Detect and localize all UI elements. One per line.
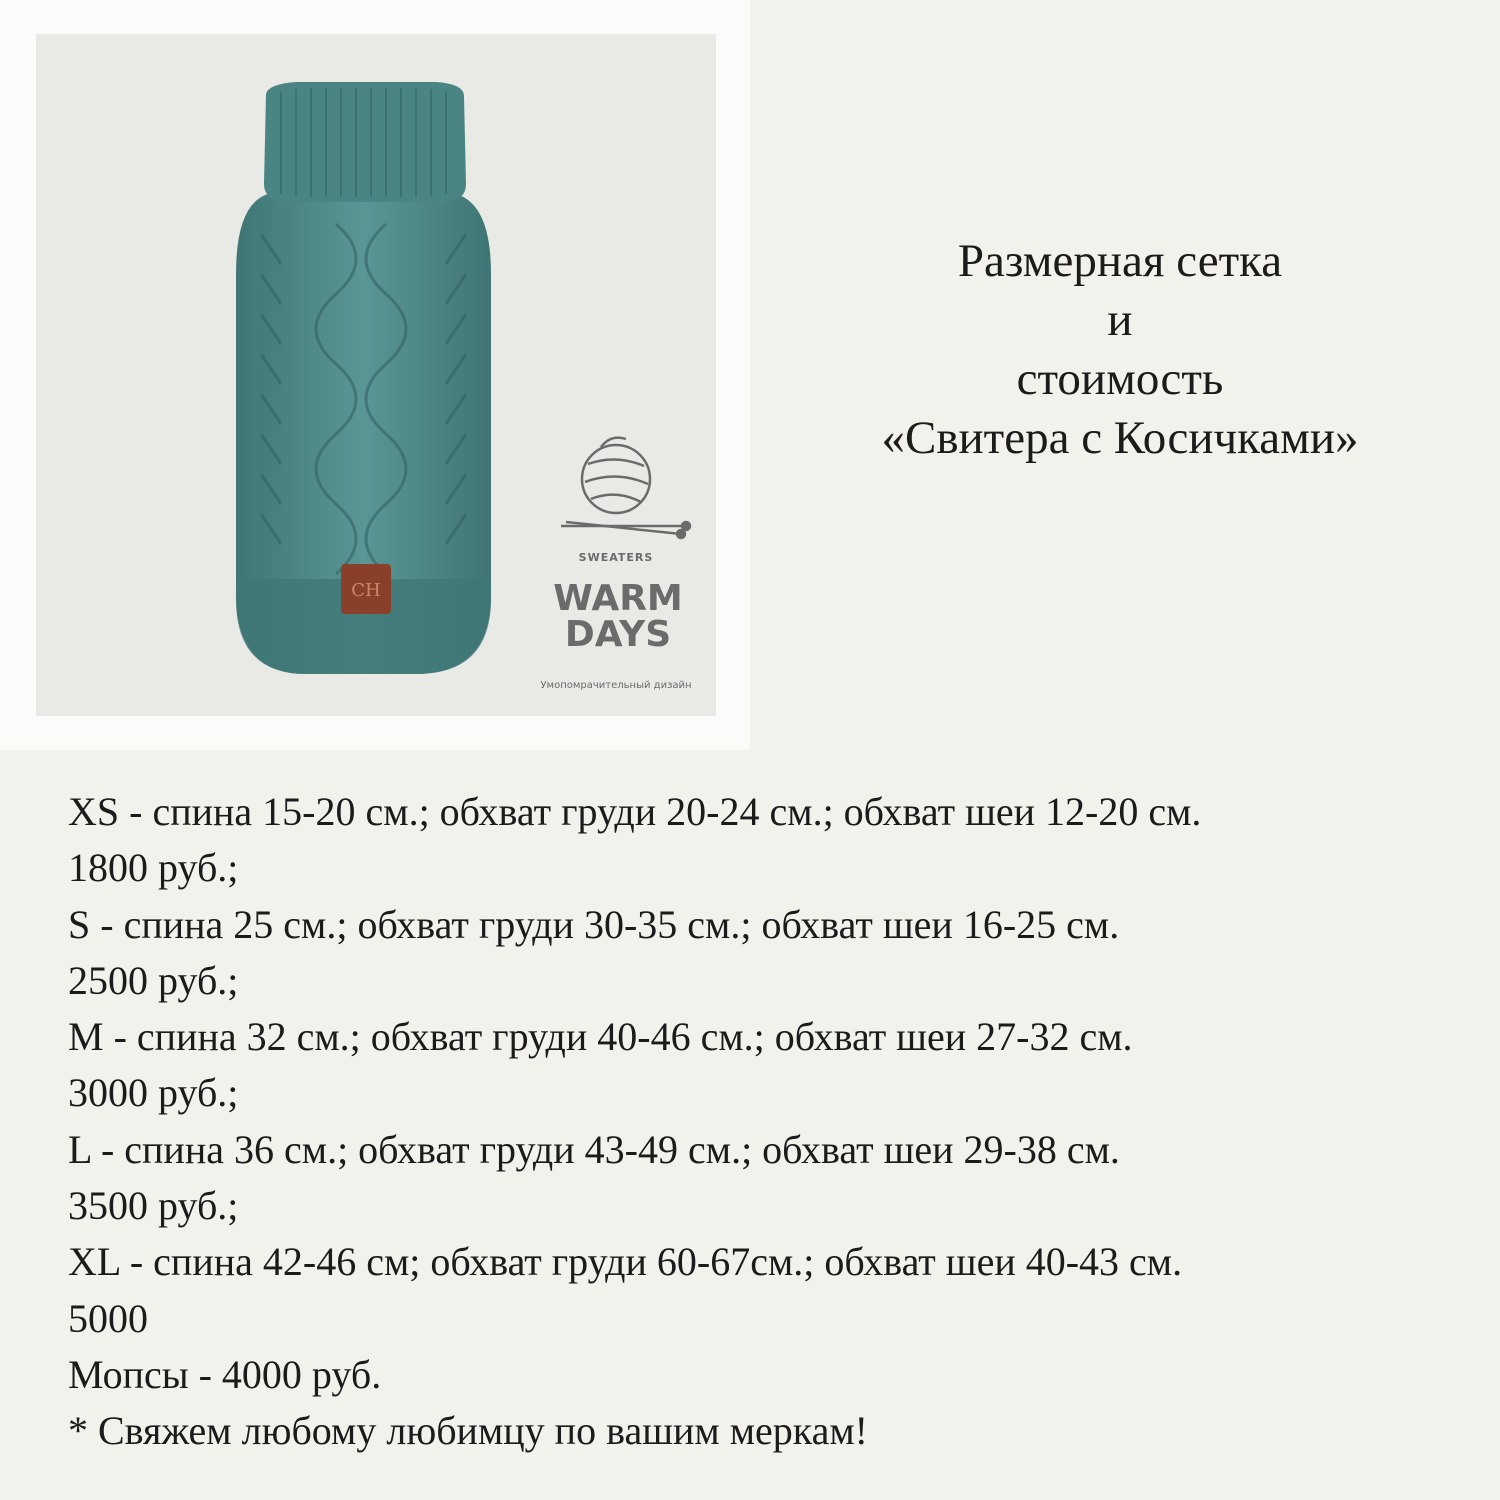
size-line: XS - спина 15-20 см.; обхват груди 20-24 см.; обхват шеи 12-20 см. <box>68 789 1202 834</box>
title-line-2: и <box>1107 294 1133 346</box>
sweater-illustration <box>36 34 716 716</box>
size-line: M - спина 32 см.; обхват груди 40-46 см.; обхват шеи 27-32 см. <box>68 1014 1133 1060</box>
price-line: 3500 руб.; <box>68 1183 239 1229</box>
price-line: 2500 руб.; <box>68 957 239 1003</box>
logo-top-label: SWEATERS <box>578 551 654 564</box>
title-line-4: «Свитера с Косичками» <box>881 412 1359 464</box>
size-line: S - спина 25 см.; обхват груди 30-35 см.; обхват шеи 16-25 см. <box>68 901 1120 947</box>
product-photo <box>36 34 716 716</box>
size-price-list <box>68 784 1488 1460</box>
page-title <box>780 232 1460 468</box>
logo-brand-line1: WARM <box>553 578 683 619</box>
logo-tagline: Умопомрачительный дизайн <box>540 680 692 691</box>
title-line-3: стоимость <box>1016 353 1224 405</box>
logo-brand-line2: DAYS <box>564 614 672 655</box>
size-line: XL - спина 42-46 см; обхват груди 60-67см.; обхват шеи 40-43 см. <box>68 1239 1183 1285</box>
sweater-collar <box>264 82 466 202</box>
pug-price-line: Мопсы - 4000 руб. <box>68 1351 382 1397</box>
price-line: 5000 <box>68 1295 148 1341</box>
size-line: L - спина 36 см.; обхват груди 43-49 см.; обхват шеи 29-38 см. <box>68 1126 1120 1172</box>
custom-order-note: * Свяжем любому любимцу по вашим меркам! <box>68 1408 868 1454</box>
price-line: 3000 руб.; <box>68 1070 239 1116</box>
title-line-1: Размерная сетка <box>957 235 1283 287</box>
product-photo-frame <box>0 0 750 750</box>
price-line: 1800 руб.; <box>68 845 239 891</box>
patch-monogram: CH <box>351 580 381 601</box>
sheep-yarn-logo-icon <box>561 438 690 538</box>
